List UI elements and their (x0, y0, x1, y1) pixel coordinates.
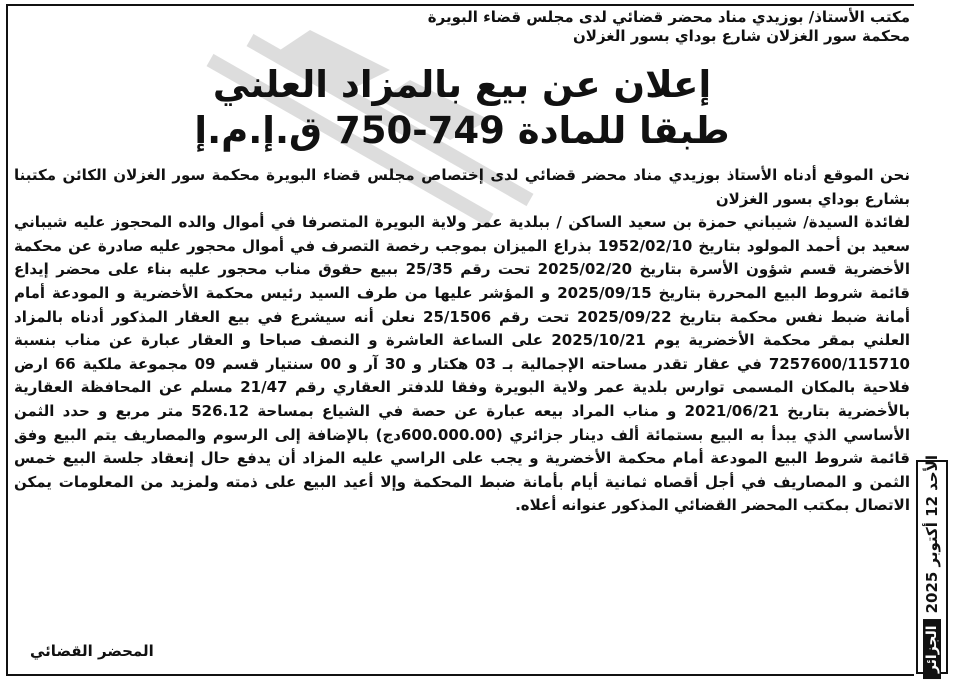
header-office-line: مكتب الأستاذ/ بوزيدي مناد محضر قضائي لدى مجلس قضاء البويرة (427, 8, 910, 26)
header-address-line: محكمة سور الغزلان شارع بوداي بسور الغزلان (572, 27, 910, 45)
signature-bailiff: المحضر القضائي (30, 642, 154, 660)
notice-title: إعلان عن بيع بالمزاد العلني (212, 63, 712, 106)
publication-date: الأحد 12 أكتوبر 2025 (923, 454, 941, 614)
notice-body (14, 164, 910, 518)
body-paragraph-main: لفائدة السيدة/ شيباني حمزة بن سعيد الساكن / ببلدية عمر ولاية البويرة المتصرفا في أموال والده المحجوز عليه شيباني سعيد بن أحمد المولود بتاريخ 1952/02/10 بذراع الميزان بموجب رخصة التصرف في أموال محجور عليه صادرة عن محكمة الأخضرية قسم شؤون الأسرة بتاريخ 2025/02/20 تحت رقم 25/35 ببيع حقوق مناب محجور عليه بناء على محضر إيداع قائمة شروط البيع المحررة بتاريخ 2025/09/15 و المؤشر عليها من طرف السيد رئيس محكمة الأخضرية و المودعة أمام أمانة ضبط نفس محكمة بتاريخ 2025/09/22 تحت رقم 25/1506 نعلن أنه سيشرع في بيع العقار المذكور أدناه بالمزاد العلني بمقر محكمة الأخضرية يوم 2025/10/21 على الساعة العاشرة و النصف صباحا و العقار عبارة عن مناب بنسبة 7257600/115710 في عقار تقدر مساحته الإجمالية بـ 03 هكتار و 30 آر و 00 سنتيار قسم 09 مجموعة ملكية 66 ارض فلاحية بالمكان المسمى توارس بلدية عمر ولاية البويرة وفقا للدفتر العقاري رقم 21/47 مسلم عن المحافظة العقارية بالأخضرية بتاريخ 2021/06/21 و مناب المراد بيعه عبارة عن حصة في الشياع بمساحة 526.12 متر مربع و حدد الثمن الأساسي الذي يبدأ به البيع بستمائة ألف دينار جزائري (600.000.00دج) بالإضافة إلى الرسوم والمصاريف يتم البيع وفق قائمة شروط البيع المودعة أمام محكمة الأخضرية و يجب على الراسي عليه المزاد أن يدفع حال إنعقاد جلسة البيع خمس الثمن و المصاريف في أجل أقصاه ثمانية أيام بأمانة ضبط المحكمة وإلا أعيد البيع على ذمته ولمزيد من المعلومات يمكن الاتصال بمكتب المحضر القضائي المذكور عنوانه أعلاه. (14, 213, 911, 515)
sidebar-content (923, 455, 941, 679)
notice-content (14, 8, 910, 672)
publication-sidebar (916, 454, 948, 674)
notice-subtitle: طبقا للمادة 749-750 ق.إ.م.إ (194, 109, 730, 152)
body-paragraph-intro: نحن الموقع أدناه الأستاذ بوزيدي مناد محضر قضائي لدى إختصاص مجلس قضاء البويرة محكمة سور الغزلان الكائن مكتبنا بشارع بوداي بسور الغزلان (14, 166, 910, 208)
newspaper-masthead: الجزائر (923, 619, 941, 679)
